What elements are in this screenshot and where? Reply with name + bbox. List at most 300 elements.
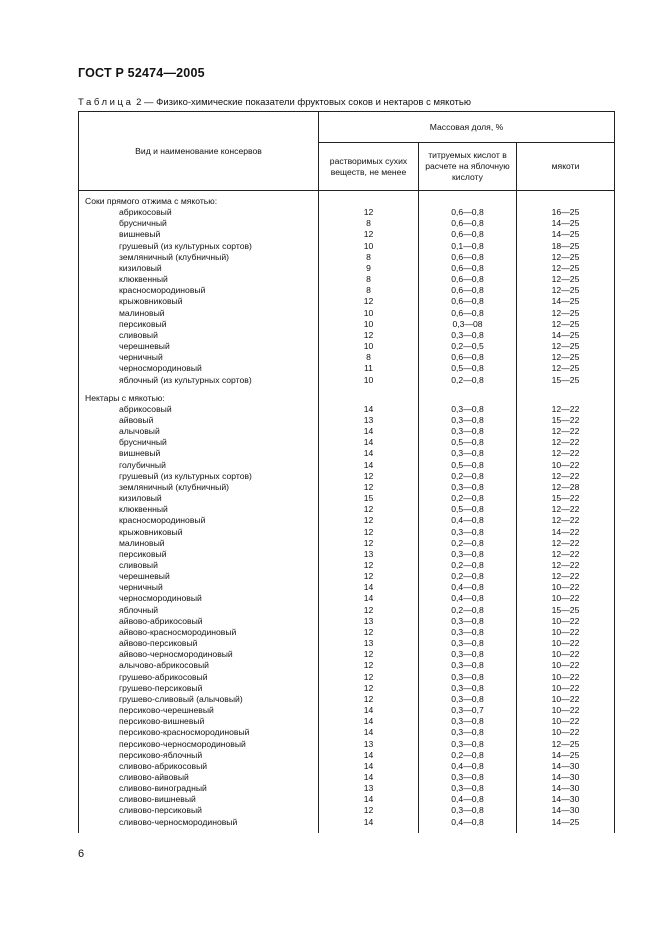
table-caption-label: Таблица <box>78 97 134 108</box>
pulp-cell: 10—22 <box>517 627 615 638</box>
soluble-solids-cell: 12 <box>319 683 419 694</box>
table-row <box>79 805 615 816</box>
pulp-cell: 14—25 <box>517 330 615 341</box>
product-name-cell: яблочный <box>79 605 319 616</box>
soluble-solids-cell: 10 <box>319 319 419 330</box>
product-name-cell: персиковый <box>79 319 319 330</box>
spacer-cell <box>517 828 615 833</box>
pulp-cell: 10—22 <box>517 694 615 705</box>
product-name-cell: айвово-черносмородиновый <box>79 649 319 660</box>
titratable-acids-cell: 0,3—0,8 <box>419 627 517 638</box>
product-name-cell: черносмородиновый <box>79 593 319 604</box>
pulp-cell: 10—22 <box>517 616 615 627</box>
document-title: ГОСТ Р 52474—2005 <box>78 66 205 80</box>
table-row <box>79 515 615 526</box>
pulp-cell: 12—22 <box>517 471 615 482</box>
product-name-cell: сливовый <box>79 330 319 341</box>
header-product-name: Вид и наименование консервов <box>79 112 319 191</box>
product-name-cell: малиновый <box>79 538 319 549</box>
table-row <box>79 705 615 716</box>
product-name-cell: алычовый <box>79 426 319 437</box>
titratable-acids-cell: 0,6—0,8 <box>419 274 517 285</box>
soluble-solids-cell: 12 <box>319 660 419 671</box>
product-name-cell: персиково-черешневый <box>79 705 319 716</box>
product-name-cell: кизиловый <box>79 263 319 274</box>
table-row <box>79 352 615 363</box>
table-row <box>79 716 615 727</box>
pulp-cell: 12—22 <box>517 404 615 415</box>
table-row <box>79 660 615 671</box>
table-row <box>79 772 615 783</box>
titratable-acids-cell: 0,4—0,8 <box>419 817 517 828</box>
pulp-cell: 12—22 <box>517 538 615 549</box>
titratable-acids-cell: 0,6—0,8 <box>419 229 517 240</box>
titratable-acids-cell: 0,3—0,8 <box>419 426 517 437</box>
table-row <box>79 817 615 828</box>
pulp-cell: 12—25 <box>517 252 615 263</box>
product-name-cell: грушево-абрикосовый <box>79 672 319 683</box>
empty-cell <box>419 393 517 404</box>
titratable-acids-cell: 0,3—0,8 <box>419 783 517 794</box>
table-row <box>79 672 615 683</box>
soluble-solids-cell: 12 <box>319 649 419 660</box>
table-row <box>79 375 615 386</box>
pulp-cell: 12—22 <box>517 560 615 571</box>
titratable-acids-cell: 0,2—0,8 <box>419 560 517 571</box>
pulp-cell: 12—25 <box>517 363 615 374</box>
product-name-cell: грушево-сливовый (алычовый) <box>79 694 319 705</box>
soluble-solids-cell: 8 <box>319 218 419 229</box>
table-row <box>79 448 615 459</box>
product-name-cell: сливовый <box>79 560 319 571</box>
titratable-acids-cell: 0,6—0,8 <box>419 218 517 229</box>
table-row <box>79 319 615 330</box>
titratable-acids-cell: 0,3—0,8 <box>419 616 517 627</box>
table-row <box>79 404 615 415</box>
soluble-solids-cell: 14 <box>319 716 419 727</box>
product-name-cell: красносмородиновый <box>79 285 319 296</box>
product-name-cell: персиково-вишневый <box>79 716 319 727</box>
table-row <box>79 538 615 549</box>
titratable-acids-cell: 0,6—0,8 <box>419 308 517 319</box>
spacer-cell <box>319 828 419 833</box>
group-title: Нектары с мякотью: <box>79 393 319 404</box>
table-row <box>79 794 615 805</box>
pulp-cell: 12—22 <box>517 504 615 515</box>
product-name-cell: персиково-яблочный <box>79 750 319 761</box>
soluble-solids-cell: 14 <box>319 761 419 772</box>
titratable-acids-cell: 0,2—0,8 <box>419 538 517 549</box>
spacer-cell <box>517 386 615 393</box>
product-name-cell: айвово-абрикосовый <box>79 616 319 627</box>
product-name-cell: айвово-персиковый <box>79 638 319 649</box>
empty-cell <box>319 393 419 404</box>
table-row <box>79 460 615 471</box>
titratable-acids-cell: 0,6—0,8 <box>419 263 517 274</box>
pulp-cell: 12—28 <box>517 482 615 493</box>
titratable-acids-cell: 0,2—0,8 <box>419 493 517 504</box>
table-row <box>79 341 615 352</box>
pulp-cell: 14—30 <box>517 805 615 816</box>
pulp-cell: 15—22 <box>517 415 615 426</box>
soluble-solids-cell: 14 <box>319 750 419 761</box>
table-row <box>79 437 615 448</box>
soluble-solids-cell: 12 <box>319 229 419 240</box>
soluble-solids-cell: 12 <box>319 605 419 616</box>
titratable-acids-cell: 0,2—0,8 <box>419 750 517 761</box>
table-row <box>79 426 615 437</box>
titratable-acids-cell: 0,3—0,8 <box>419 638 517 649</box>
soluble-solids-cell: 14 <box>319 426 419 437</box>
pulp-cell: 12—22 <box>517 437 615 448</box>
pulp-cell: 10—22 <box>517 672 615 683</box>
pulp-cell: 12—25 <box>517 274 615 285</box>
pulp-cell: 10—22 <box>517 649 615 660</box>
pulp-cell: 12—22 <box>517 515 615 526</box>
table-row <box>79 761 615 772</box>
titratable-acids-cell: 0,3—0,8 <box>419 482 517 493</box>
soluble-solids-cell: 13 <box>319 638 419 649</box>
table-row <box>79 263 615 274</box>
titratable-acids-cell: 0,3—0,8 <box>419 672 517 683</box>
pulp-cell: 15—25 <box>517 605 615 616</box>
soluble-solids-cell: 8 <box>319 285 419 296</box>
pulp-cell: 14—25 <box>517 218 615 229</box>
product-name-cell: сливово-вишневый <box>79 794 319 805</box>
titratable-acids-cell: 0,3—0,8 <box>419 727 517 738</box>
product-name-cell: малиновый <box>79 308 319 319</box>
soluble-solids-cell: 14 <box>319 437 419 448</box>
soluble-solids-cell: 8 <box>319 252 419 263</box>
pulp-cell: 12—22 <box>517 426 615 437</box>
soluble-solids-cell: 13 <box>319 415 419 426</box>
soluble-solids-cell: 10 <box>319 375 419 386</box>
empty-cell <box>517 196 615 207</box>
soluble-solids-cell: 14 <box>319 705 419 716</box>
table-row <box>79 330 615 341</box>
soluble-solids-cell: 8 <box>319 274 419 285</box>
soluble-solids-cell: 14 <box>319 794 419 805</box>
table-body <box>79 191 615 833</box>
pulp-cell: 14—25 <box>517 229 615 240</box>
soluble-solids-cell: 12 <box>319 627 419 638</box>
titratable-acids-cell: 0,3—0,8 <box>419 527 517 538</box>
product-name-cell: кизиловый <box>79 493 319 504</box>
titratable-acids-cell: 0,6—0,8 <box>419 296 517 307</box>
titratable-acids-cell: 0,3—0,7 <box>419 705 517 716</box>
titratable-acids-cell: 0,3—08 <box>419 319 517 330</box>
titratable-acids-cell: 0,5—0,8 <box>419 363 517 374</box>
table-row <box>79 207 615 218</box>
titratable-acids-cell: 0,1—0,8 <box>419 241 517 252</box>
soluble-solids-cell: 15 <box>319 493 419 504</box>
group-title: Соки прямого отжима с мякотью: <box>79 196 319 207</box>
table-row <box>79 638 615 649</box>
soluble-solids-cell: 14 <box>319 727 419 738</box>
soluble-solids-cell: 12 <box>319 330 419 341</box>
spacer-cell <box>319 386 419 393</box>
titratable-acids-cell: 0,3—0,8 <box>419 716 517 727</box>
soluble-solids-cell: 10 <box>319 341 419 352</box>
product-name-cell: сливово-черносмородиновый <box>79 817 319 828</box>
soluble-solids-cell: 12 <box>319 515 419 526</box>
pulp-cell: 18—25 <box>517 241 615 252</box>
spacer-cell <box>79 828 319 833</box>
product-name-cell: сливово-айвовый <box>79 772 319 783</box>
product-name-cell: грушевый (из культурных сортов) <box>79 471 319 482</box>
table-row <box>79 683 615 694</box>
soluble-solids-cell: 14 <box>319 448 419 459</box>
table-row <box>79 560 615 571</box>
soluble-solids-cell: 12 <box>319 504 419 515</box>
product-name-cell: сливово-персиковый <box>79 805 319 816</box>
table-row <box>79 252 615 263</box>
soluble-solids-cell: 14 <box>319 772 419 783</box>
titratable-acids-cell: 0,3—0,8 <box>419 683 517 694</box>
table-row <box>79 493 615 504</box>
titratable-acids-cell: 0,5—0,8 <box>419 437 517 448</box>
titratable-acids-cell: 0,6—0,8 <box>419 285 517 296</box>
pulp-cell: 10—22 <box>517 705 615 716</box>
product-name-cell: айвовый <box>79 415 319 426</box>
table-row <box>79 482 615 493</box>
pulp-cell: 12—25 <box>517 263 615 274</box>
pulp-cell: 10—22 <box>517 582 615 593</box>
titratable-acids-cell: 0,3—0,8 <box>419 330 517 341</box>
product-name-cell: черничный <box>79 352 319 363</box>
pulp-cell: 14—30 <box>517 794 615 805</box>
product-name-cell: грушевый (из культурных сортов) <box>79 241 319 252</box>
pulp-cell: 15—22 <box>517 493 615 504</box>
pulp-cell: 10—22 <box>517 638 615 649</box>
product-name-cell: земляничный (клубничный) <box>79 252 319 263</box>
product-name-cell: персиково-черносмородиновый <box>79 739 319 750</box>
titratable-acids-cell: 0,5—0,8 <box>419 460 517 471</box>
table-row <box>79 274 615 285</box>
titratable-acids-cell: 0,4—0,8 <box>419 761 517 772</box>
pulp-cell: 16—25 <box>517 207 615 218</box>
page-number: 6 <box>78 848 85 860</box>
table-row <box>79 296 615 307</box>
table-row <box>79 229 615 240</box>
pulp-cell: 10—22 <box>517 660 615 671</box>
titratable-acids-cell: 0,3—0,8 <box>419 660 517 671</box>
titratable-acids-cell: 0,4—0,8 <box>419 515 517 526</box>
titratable-acids-cell: 0,3—0,8 <box>419 415 517 426</box>
header-mass-fraction: Массовая доля, % <box>319 112 615 143</box>
product-name-cell: персиково-красносмородиновый <box>79 727 319 738</box>
titratable-acids-cell: 0,6—0,8 <box>419 352 517 363</box>
titratable-acids-cell: 0,6—0,8 <box>419 207 517 218</box>
soluble-solids-cell: 8 <box>319 352 419 363</box>
titratable-acids-cell: 0,3—0,8 <box>419 805 517 816</box>
table-row <box>79 285 615 296</box>
product-name-cell: брусничный <box>79 437 319 448</box>
table-row <box>79 739 615 750</box>
pulp-cell: 12—25 <box>517 319 615 330</box>
table-spacer-row <box>79 386 615 393</box>
pulp-cell: 10—22 <box>517 683 615 694</box>
table-row <box>79 582 615 593</box>
pulp-cell: 10—22 <box>517 727 615 738</box>
table-spacer-row <box>79 828 615 833</box>
product-name-cell: сливово-абрикосовый <box>79 761 319 772</box>
titratable-acids-cell: 0,4—0,8 <box>419 794 517 805</box>
table-row <box>79 504 615 515</box>
header-titratable-acids: титруемых кислот в расчете на яблочную кислоту <box>419 143 517 191</box>
product-name-cell: яблочный (из культурных сортов) <box>79 375 319 386</box>
product-name-cell: клюквенный <box>79 274 319 285</box>
pulp-cell: 14—30 <box>517 783 615 794</box>
titratable-acids-cell: 0,2—0,8 <box>419 375 517 386</box>
pulp-cell: 12—25 <box>517 308 615 319</box>
table-row <box>79 241 615 252</box>
product-name-cell: алычово-абрикосовый <box>79 660 319 671</box>
header-pulp: мякоти <box>517 143 615 191</box>
titratable-acids-cell: 0,2—0,8 <box>419 471 517 482</box>
table-row <box>79 783 615 794</box>
empty-cell <box>517 393 615 404</box>
product-name-cell: красносмородиновый <box>79 515 319 526</box>
soluble-solids-cell: 12 <box>319 207 419 218</box>
table-row <box>79 415 615 426</box>
pulp-cell: 12—25 <box>517 352 615 363</box>
titratable-acids-cell: 0,2—0,5 <box>419 341 517 352</box>
titratable-acids-cell: 0,3—0,8 <box>419 549 517 560</box>
empty-cell <box>419 196 517 207</box>
table-row <box>79 694 615 705</box>
spacer-cell <box>79 386 319 393</box>
product-name-cell: черничный <box>79 582 319 593</box>
pulp-cell: 12—22 <box>517 549 615 560</box>
product-name-cell: черешневый <box>79 341 319 352</box>
header-soluble-solids: растворимых сухих веществ, не менее <box>319 143 419 191</box>
titratable-acids-cell: 0,2—0,8 <box>419 605 517 616</box>
table-row <box>79 571 615 582</box>
table-row <box>79 471 615 482</box>
soluble-solids-cell: 12 <box>319 805 419 816</box>
product-name-cell: брусничный <box>79 218 319 229</box>
soluble-solids-cell: 13 <box>319 616 419 627</box>
spacer-cell <box>419 386 517 393</box>
empty-cell <box>319 196 419 207</box>
soluble-solids-cell: 9 <box>319 263 419 274</box>
pulp-cell: 14—25 <box>517 750 615 761</box>
table-row <box>79 616 615 627</box>
pulp-cell: 10—22 <box>517 716 615 727</box>
product-name-cell: крыжовниковый <box>79 296 319 307</box>
soluble-solids-cell: 10 <box>319 308 419 319</box>
physico-chemical-table <box>78 111 615 833</box>
soluble-solids-cell: 13 <box>319 783 419 794</box>
titratable-acids-cell: 0,3—0,8 <box>419 739 517 750</box>
titratable-acids-cell: 0,3—0,8 <box>419 772 517 783</box>
pulp-cell: 12—25 <box>517 285 615 296</box>
titratable-acids-cell: 0,5—0,8 <box>419 504 517 515</box>
pulp-cell: 14—30 <box>517 772 615 783</box>
pulp-cell: 12—22 <box>517 571 615 582</box>
soluble-solids-cell: 12 <box>319 694 419 705</box>
product-name-cell: персиковый <box>79 549 319 560</box>
soluble-solids-cell: 14 <box>319 460 419 471</box>
soluble-solids-cell: 12 <box>319 471 419 482</box>
product-name-cell: черешневый <box>79 571 319 582</box>
soluble-solids-cell: 14 <box>319 582 419 593</box>
table-row <box>79 308 615 319</box>
soluble-solids-cell: 11 <box>319 363 419 374</box>
table-row <box>79 593 615 604</box>
soluble-solids-cell: 14 <box>319 593 419 604</box>
soluble-solids-cell: 12 <box>319 527 419 538</box>
product-name-cell: клюквенный <box>79 504 319 515</box>
soluble-solids-cell: 10 <box>319 241 419 252</box>
table-row <box>79 750 615 761</box>
table-caption-text: 2 — Физико-химические показатели фруктовых соков и нектаров с мякотью <box>136 97 471 108</box>
pulp-cell: 14—25 <box>517 817 615 828</box>
soluble-solids-cell: 12 <box>319 538 419 549</box>
titratable-acids-cell: 0,4—0,8 <box>419 582 517 593</box>
table-row <box>79 527 615 538</box>
soluble-solids-cell: 12 <box>319 672 419 683</box>
product-name-cell: вишневый <box>79 229 319 240</box>
soluble-solids-cell: 14 <box>319 404 419 415</box>
pulp-cell: 14—22 <box>517 527 615 538</box>
product-name-cell: крыжовниковый <box>79 527 319 538</box>
product-name-cell: грушево-персиковый <box>79 683 319 694</box>
product-name-cell: черносмородиновый <box>79 363 319 374</box>
product-name-cell: голубичный <box>79 460 319 471</box>
product-name-cell: абрикосовый <box>79 207 319 218</box>
pulp-cell: 14—30 <box>517 761 615 772</box>
soluble-solids-cell: 12 <box>319 482 419 493</box>
pulp-cell: 15—25 <box>517 375 615 386</box>
soluble-solids-cell: 12 <box>319 296 419 307</box>
titratable-acids-cell: 0,3—0,8 <box>419 448 517 459</box>
table-row <box>79 727 615 738</box>
soluble-solids-cell: 13 <box>319 549 419 560</box>
pulp-cell: 12—22 <box>517 448 615 459</box>
titratable-acids-cell: 0,3—0,8 <box>419 649 517 660</box>
product-name-cell: абрикосовый <box>79 404 319 415</box>
titratable-acids-cell: 0,2—0,8 <box>419 571 517 582</box>
soluble-solids-cell: 13 <box>319 739 419 750</box>
spacer-cell <box>419 828 517 833</box>
table-row <box>79 549 615 560</box>
product-name-cell: сливово-виноградный <box>79 783 319 794</box>
table-caption <box>78 97 471 108</box>
soluble-solids-cell: 12 <box>319 560 419 571</box>
table-row <box>79 649 615 660</box>
table-row <box>79 627 615 638</box>
titratable-acids-cell: 0,6—0,8 <box>419 252 517 263</box>
table-row <box>79 605 615 616</box>
pulp-cell: 12—25 <box>517 739 615 750</box>
soluble-solids-cell: 12 <box>319 571 419 582</box>
titratable-acids-cell: 0,4—0,8 <box>419 593 517 604</box>
table-row <box>79 363 615 374</box>
product-name-cell: вишневый <box>79 448 319 459</box>
pulp-cell: 10—22 <box>517 460 615 471</box>
group-title-row <box>79 196 615 207</box>
table-row <box>79 218 615 229</box>
pulp-cell: 14—25 <box>517 296 615 307</box>
pulp-cell: 10—22 <box>517 593 615 604</box>
product-name-cell: айвово-красносмородиновый <box>79 627 319 638</box>
titratable-acids-cell: 0,3—0,8 <box>419 404 517 415</box>
pulp-cell: 12—25 <box>517 341 615 352</box>
soluble-solids-cell: 14 <box>319 817 419 828</box>
titratable-acids-cell: 0,3—0,8 <box>419 694 517 705</box>
